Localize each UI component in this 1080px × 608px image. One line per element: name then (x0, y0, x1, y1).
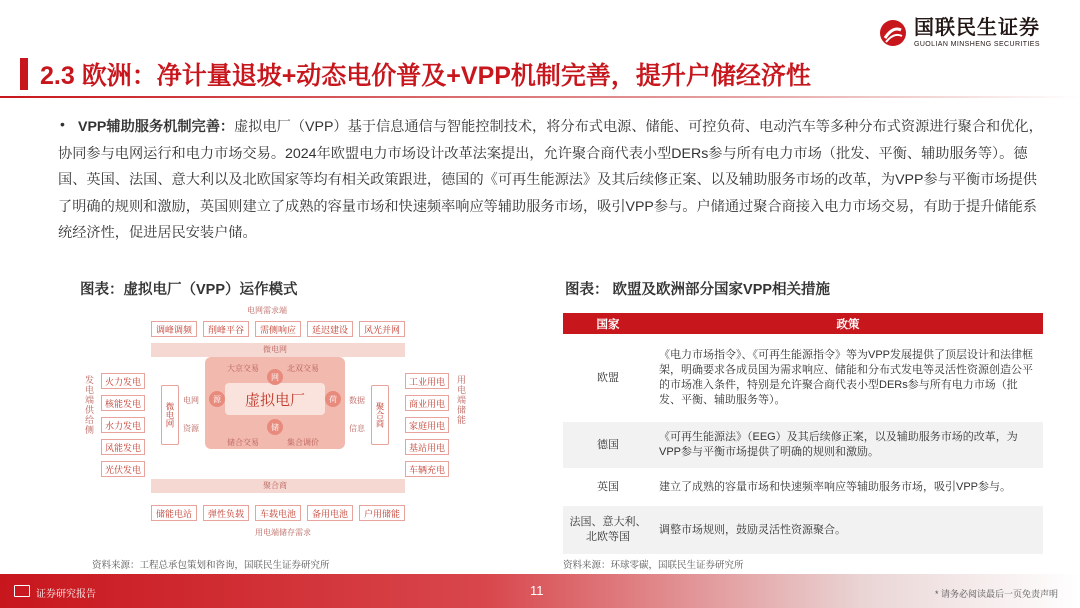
diagram-bottom-label: 用电端储存需求 (255, 528, 311, 537)
table-row (563, 468, 1043, 506)
paragraph-text: 虚拟电厂（VPP）基于信息通信与智能控制技术，将分布式电源、储能、可控负荷、电动汽车等多种分布式资源进行聚合和优化，协同参与电网运行和电力市场交易。2024年欧盟电力市场设计改革法案提出，允许聚合商代表小型DERs参与所有电力市场（批发、平衡、辅助服务等）。德国、英国、法国、意大利以及北欧国家等均有相关政策跟进，德国的《可再生能源法》及其后续修正案、以及辅助服务市场的改革，为VPP参与平衡市场提供了明确的规则和激励，英国则建立了成熟的容量市场和快速频率响应等辅助服务市场，吸引VPP参与。户储通过聚合商接入电力市场交易，有助于提升储能系统经济性，促进居民安装户储。 (58, 119, 1043, 241)
brand-logo (878, 18, 1040, 48)
policy-table (563, 313, 1043, 554)
table-cell-policy: 《电力市场指令》、《可再生能源指令》等为VPP发展提供了顶层设计和法律框架，明确要求各成员国为需求响应、储能和分布式发电等灵活性资源创造公平的市场准入条件，特别是允许聚合商代表小型DERs参与所有电力市场（批发、平衡、辅助服务等）。 (659, 349, 1034, 406)
diagram-left-box: 核能发电 (101, 395, 145, 411)
title-accent-bar (20, 58, 28, 90)
diagram-right-box: 商业用电 (405, 395, 449, 411)
diagram-core-label: 北双交易 (287, 364, 319, 373)
table-cell-country: 欧盟 (597, 371, 619, 384)
diagram-top-box: 削峰平谷 (203, 321, 249, 337)
page-title: 2.3 欧洲：净计量退坡+动态电价普及+VPP机制完善，提升户储经济性 (40, 62, 811, 90)
diagram-right-vlabel: 用电端储能 (456, 375, 466, 425)
diagram-right-inner: 聚合商 (371, 385, 389, 445)
table-cell-policy: 调整市场规则，鼓励灵活性资源聚合。 (653, 506, 1043, 554)
paragraph-lead: VPP辅助服务机制完善： (78, 119, 235, 135)
diagram-core-title: 虚拟电厂 (225, 383, 325, 415)
diagram-top-box: 需侧响应 (255, 321, 301, 337)
table-row (563, 334, 1043, 422)
brand-name-cn: 国联民生证券 (914, 17, 1040, 39)
diagram-left-box: 光伏发电 (101, 461, 145, 477)
vpp-diagram (75, 305, 475, 550)
page-number: 11 (530, 583, 544, 598)
diagram-core-label: 大京交易 (227, 364, 259, 373)
title-bar (0, 50, 1080, 96)
diagram-left-inner: 微电网 (161, 385, 179, 445)
bullet-marker: • (60, 116, 65, 132)
diagram-right-box: 车辆充电 (405, 461, 449, 477)
disclaimer-text: * 请务必阅读最后一页免责声明 (934, 589, 1058, 599)
table-cell-country: 英国 (597, 480, 619, 493)
diagram-left-vlabel: 发电端供给侧 (84, 375, 94, 435)
table-cell-policy: 《可再生能源法》（EEG）及其后续修正案，以及辅助服务市场的改革，为VPP参与平衡市场提供了明确的规则和激励。 (653, 422, 1043, 468)
table-header-country: 国家 (563, 313, 653, 334)
table-header-row (563, 313, 1043, 334)
diagram-right-box: 工业用电 (405, 373, 449, 389)
diagram-right-inner-label: 信息 (349, 424, 365, 433)
footer-bar (0, 574, 1080, 608)
diagram-core-circle: 储 (267, 419, 283, 435)
diagram-micro-grid-label: 微电网 (263, 345, 287, 354)
diagram-core-circle: 荷 (325, 391, 341, 407)
diagram-left-box: 水力发电 (101, 417, 145, 433)
table-cell-policy: 建立了成熟的容量市场和快速频率响应等辅助服务市场，吸引VPP参与。 (659, 480, 1012, 493)
figure-left-title: 图表：虚拟电厂（VPP）运作模式 (80, 282, 298, 298)
diagram-bottom-box: 车载电池 (255, 505, 301, 521)
diagram-core-circle: 网 (267, 369, 283, 385)
diagram-core-label: 储合交易 (227, 438, 259, 447)
figure-left-source: 资料来源：工程总承包策划和咨询，国联民生证券研究所 (92, 560, 330, 571)
diagram-top-box: 调峰调频 (151, 321, 197, 337)
figure-right-title: 图表： 欧盟及欧洲部分国家VPP相关措施 (565, 282, 831, 298)
table-cell-country: 法国、意大利、北欧等国 (563, 506, 653, 554)
table-row (563, 506, 1043, 554)
brand-logo-icon (878, 18, 908, 48)
diagram-right-box: 基站用电 (405, 439, 449, 455)
diagram-bottom-box: 弹性负载 (203, 505, 249, 521)
diagram-bottom-box: 备用电池 (307, 505, 353, 521)
diagram-aggregator-label: 聚合商 (263, 481, 287, 490)
diagram-core-circle: 源 (209, 391, 225, 407)
diagram-left-inner-label: 资源 (183, 424, 199, 433)
diagram-left-inner-label: 电网 (183, 396, 199, 405)
diagram-bottom-box: 储能电站 (151, 505, 197, 521)
diagram-top-box: 延迟建设 (307, 321, 353, 337)
diagram-top-box: 风光并网 (359, 321, 405, 337)
table-cell-country: 德国 (563, 422, 653, 468)
diagram-bottom-box: 户用储能 (359, 505, 405, 521)
footer-label: 证券研究报告 (36, 589, 96, 600)
table-row (563, 422, 1043, 468)
diagram-left-box: 火力发电 (101, 373, 145, 389)
diagram-right-inner-label: 数据 (349, 396, 365, 405)
brand-name-en: GUOLIAN MINSHENG SECURITIES (914, 41, 1040, 48)
table-header-policy: 政策 (653, 313, 1043, 334)
body-paragraph (58, 114, 1048, 247)
title-divider (0, 96, 1080, 98)
report-book-icon (14, 585, 30, 597)
diagram-core-label: 集合调价 (287, 438, 319, 447)
diagram-top-label: 电网需求端 (247, 306, 287, 315)
figure-right-source: 资料来源：环球零碳，国联民生证券研究所 (563, 560, 744, 571)
diagram-right-box: 家庭用电 (405, 417, 449, 433)
diagram-left-box: 风能发电 (101, 439, 145, 455)
